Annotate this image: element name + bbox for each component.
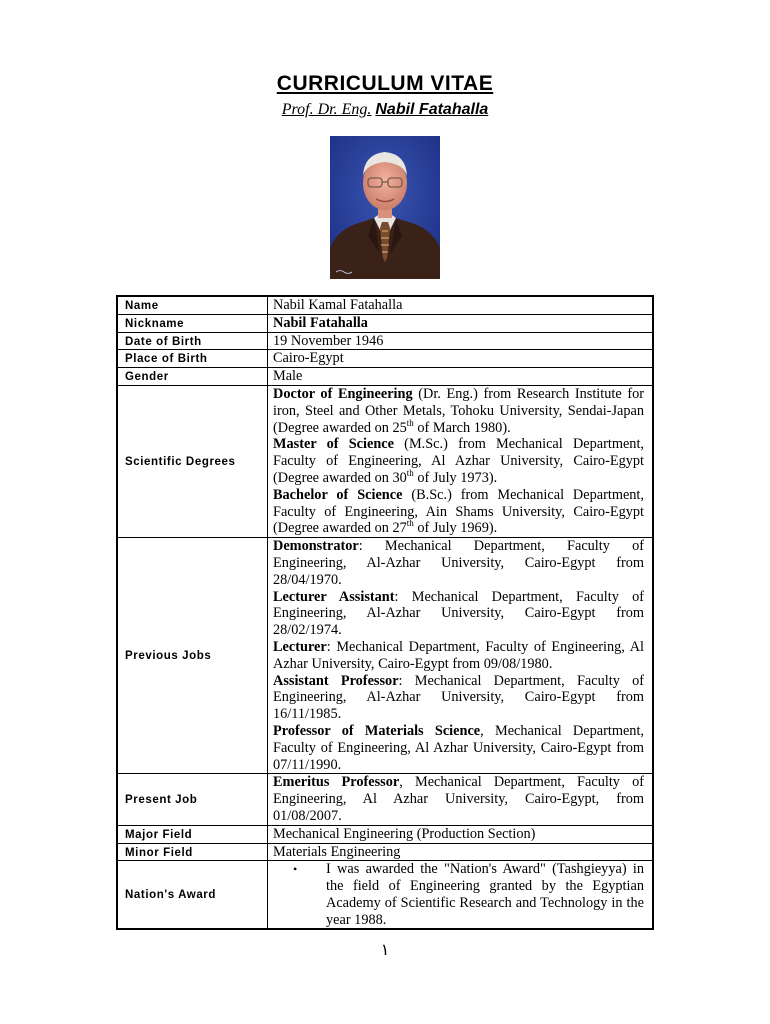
row-minor-field (117, 843, 653, 861)
row-major-field (117, 825, 653, 843)
degree-item: Master of Science (M.Sc.) from Mechanical Department, Faculty of Engineering, Al Azhar University, Cairo-Egypt (Degree awarded on 30th of July 1973). (273, 436, 645, 486)
row-present-job (117, 774, 653, 825)
label-present-job: Present Job (117, 774, 268, 825)
label-previous-jobs: Previous Jobs (117, 538, 268, 774)
label-pob: Place of Birth (117, 350, 268, 368)
value-pob: Cairo-Egypt (268, 350, 654, 368)
degree-item: Doctor of Engineering (Dr. Eng.) from Research Institute for iron, Steel and Other Metals, Tohoku University, Sendai-Japan (Degree awarded on 25th of March 1980). (273, 385, 644, 436)
award-text: I was awarded the "Nation's Award" (Tashgieyya) in the field of Engineering granted by the Egyptian Academy of Scientific Research and Technology in the year 1988. (326, 861, 644, 928)
row-previous-jobs (117, 538, 653, 774)
document-title: CURRICULUM VITAE (276, 72, 494, 95)
job-item: Lecturer: Mechanical Department, Faculty of Engineering, Al Azhar University, Cairo-Egypt from 09/08/1980. (273, 638, 644, 672)
label-nations-award: Nation's Award (117, 861, 268, 930)
degree-item: Bachelor of Science (B.Sc.) from Mechanical Department, Faculty of Engineering, Ain Shams University, Cairo-Egypt (Degree awarded on 27th of July 1969). (273, 486, 644, 537)
label-name: Name (117, 296, 268, 314)
present-job-text: Emeritus Professor, Mechanical Department, Faculty of Engineering, Al Azhar University, Cairo-Egypt, from 01/08/2007. (273, 774, 645, 824)
value-minor-field: Materials Engineering (268, 843, 654, 861)
row-degrees (117, 385, 653, 537)
label-minor-field: Minor Field (117, 843, 268, 861)
value-dob: 19 November 1946 (268, 332, 654, 350)
subtitle-name: Nabil Fatahalla (375, 101, 489, 118)
label-nickname: Nickname (117, 314, 268, 332)
portrait-photo (330, 136, 440, 279)
row-name (117, 296, 653, 314)
value-gender: Male (268, 368, 654, 386)
job-item: Demonstrator: Mechanical Department, Faculty of Engineering, Al-Azhar University, Cairo-Egypt from 28/04/1970. (273, 538, 644, 588)
label-dob: Date of Birth (117, 332, 268, 350)
row-dob (117, 332, 653, 350)
job-item: Lecturer Assistant: Mechanical Department, Faculty of Engineering, Al-Azhar University, Cairo-Egypt from 28/02/1974. (273, 588, 644, 639)
job-item: Assistant Professor: Mechanical Department, Faculty of Engineering, Al-Azhar University, Cairo-Egypt from 16/11/1985. (273, 672, 644, 723)
row-gender (117, 368, 653, 386)
value-name: Nabil Kamal Fatahalla (268, 296, 654, 314)
bullet-icon: • (293, 862, 298, 877)
label-major-field: Major Field (117, 825, 268, 843)
row-nations-award (117, 861, 653, 930)
job-item: Professor of Materials Science, Mechanical Department, Faculty of Engineering, Al Azhar University, Cairo-Egypt from 07/11/1990. (273, 722, 644, 773)
value-major-field: Mechanical Engineering (Production Section) (268, 825, 654, 843)
label-degrees: Scientific Degrees (117, 385, 268, 537)
document-subtitle (0, 101, 770, 119)
award-bullet-item (273, 861, 644, 928)
value-nickname: Nabil Fatahalla (273, 314, 368, 331)
cv-table (116, 295, 654, 930)
page-number: ١ (380, 940, 390, 959)
row-nickname (117, 314, 653, 332)
name-prefix: Prof. Dr. Eng. (281, 101, 372, 118)
row-pob (117, 350, 653, 368)
label-gender: Gender (117, 368, 268, 386)
